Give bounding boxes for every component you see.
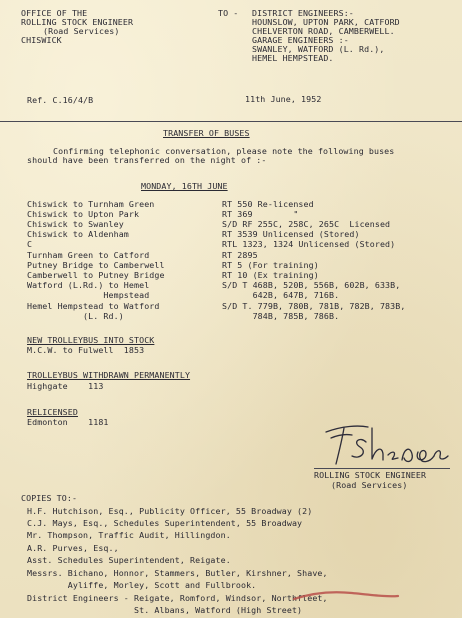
transfer-route: Hemel Hempstead to Watford <box>27 301 160 311</box>
signature-rule <box>314 468 450 469</box>
copies-line: Ayliffe, Morley, Scott and Fullbrook. <box>27 580 257 590</box>
signature-subtitle: (Road Services) <box>331 480 408 490</box>
copies-line: St. Albans, Watford (High Street) <box>27 605 303 615</box>
recipient-line-2: HOUNSLOW, UPTON PARK, CATFORD <box>252 17 400 27</box>
recipient-line-4: GARAGE ENGINEERS :- <box>252 35 349 45</box>
relicensed-heading: RELICENSED <box>27 407 78 417</box>
transfer-detail: S/D RF 255C, 258C, 265C Licensed <box>222 219 391 229</box>
recipient-line-6: HEMEL HEMPSTEAD. <box>252 53 334 63</box>
transfer-detail: RT 550 Re-licensed <box>222 199 314 209</box>
new-trolleybus-heading: NEW TROLLEYBUS INTO STOCK <box>27 335 155 345</box>
transfer-route: Hempstead <box>27 290 150 300</box>
recipient-line-1: DISTRICT ENGINEERS:- <box>252 8 354 18</box>
copies-heading: COPIES TO:- <box>21 493 78 503</box>
transfer-detail: 784B, 785B, 786B. <box>222 311 340 321</box>
document-title: TRANSFER OF BUSES <box>163 128 250 138</box>
transfer-route: Chiswick to Turnham Green <box>27 199 155 209</box>
to-label: TO - <box>218 8 239 18</box>
transfer-detail: RT 2895 <box>222 250 258 260</box>
transfer-route: Turnham Green to Catford <box>27 250 150 260</box>
transfer-route: Chiswick to Upton Park <box>27 209 140 219</box>
intro-line-1: Confirming telephonic conversation, please note the following buses <box>53 146 395 156</box>
transfer-route: Putney Bridge to Camberwell <box>27 260 165 270</box>
transfer-route: Watford (L.Rd.) to Hemel <box>27 280 150 290</box>
copies-line: C.J. Mays, Esq., Schedules Superintendent, 55 Broadway <box>27 518 303 528</box>
relicensed-line: Edmonton 1181 <box>27 417 109 427</box>
transfer-detail: RT 369 " <box>222 209 299 219</box>
sender-line-4: CHISWICK <box>21 35 62 45</box>
copies-line: Messrs. Bichano, Honnor, Stammers, Butler, Kirshner, Shave, <box>27 568 328 578</box>
copies-line: Asst. Schedules Superintendent, Reigate. <box>27 555 231 565</box>
transfer-detail: S/D T. 779B, 780B, 781B, 782B, 783B, <box>222 301 406 311</box>
transfer-detail: RT 10 (Ex training) <box>222 270 319 280</box>
day-heading: MONDAY, 16TH JUNE <box>141 181 228 191</box>
copies-line: Mr. Thompson, Traffic Audit, Hillingdon. <box>27 530 231 540</box>
transfer-detail: RT 3539 Unlicensed (Stored) <box>222 229 360 239</box>
date: 11th June, 1952 <box>245 94 322 104</box>
transfer-detail: S/D T 468B, 520B, 556B, 602B, 633B, <box>222 280 401 290</box>
sender-line-1: OFFICE OF THE <box>21 8 88 18</box>
withdrawn-trolleybus-heading: TROLLEYBUS WITHDRAWN PERMANENTLY <box>27 370 191 380</box>
copies-line: A.R. Purves, Esq., <box>27 543 119 553</box>
transfer-route: Chiswick to Aldenham <box>27 229 129 239</box>
copies-line: H.F. Hutchison, Esq., Publicity Officer, 55 Broadway (2) <box>27 506 313 516</box>
header-rule <box>0 121 462 122</box>
recipient-line-3: CHELVERTON ROAD, CAMBERWELL. <box>252 26 395 36</box>
transfer-route: (L. Rd.) <box>27 311 124 321</box>
transfer-detail: 642B, 647B, 716B. <box>222 290 340 300</box>
sender-line-2: ROLLING STOCK ENGINEER <box>21 17 134 27</box>
withdrawn-trolleybus-line: Highgate 113 <box>27 381 104 391</box>
transfer-route: C <box>27 239 33 249</box>
new-trolleybus-line: M.C.W. to Fulwell 1853 <box>27 345 145 355</box>
sender-line-3: (Road Services) <box>43 26 120 36</box>
recipient-line-5: SWANLEY, WATFORD (L. Rd.), <box>252 44 385 54</box>
transfer-detail: RT 5 (For training) <box>222 260 319 270</box>
copies-line: District Engineers - Reigate, Romford, Windsor, Northfleet, <box>27 593 328 603</box>
transfer-detail: RTL 1323, 1324 Unlicensed (Stored) <box>222 239 396 249</box>
red-underline-mark <box>292 587 402 603</box>
handwritten-signature <box>322 418 452 474</box>
transfer-route: Chiswick to Swanley <box>27 219 124 229</box>
transfer-route: Camberwell to Putney Bridge <box>27 270 165 280</box>
signature-title: ROLLING STOCK ENGINEER <box>314 470 427 480</box>
reference: Ref. C.16/4/B <box>27 95 94 105</box>
intro-line-2: should have been transferred on the night of :- <box>27 155 267 165</box>
